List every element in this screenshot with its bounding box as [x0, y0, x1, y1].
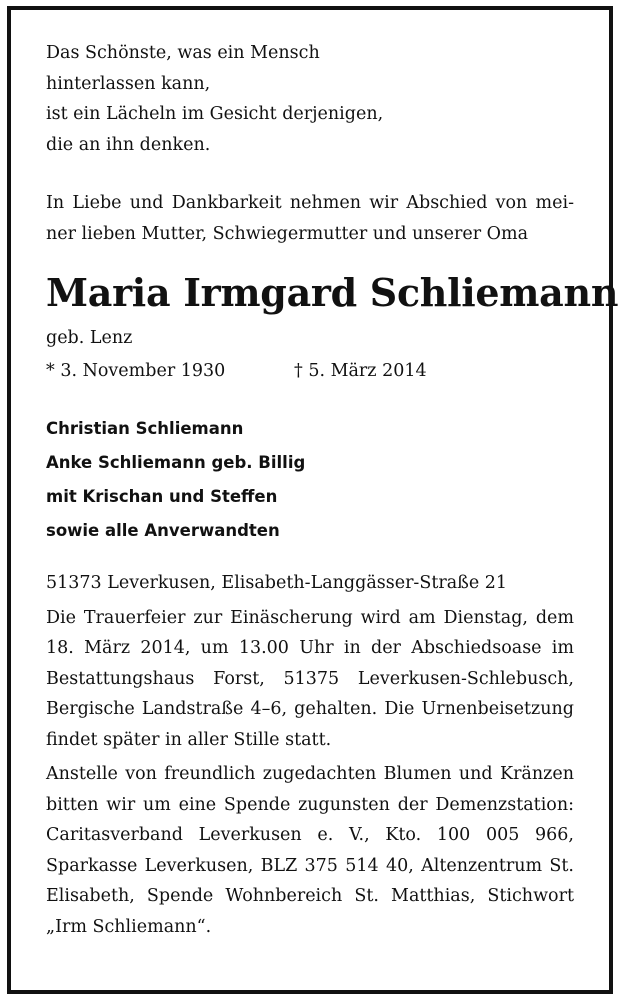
family-address — [46, 568, 574, 599]
mourner-line: mit Krischan und Steffen — [46, 487, 278, 506]
mourner-line: Anke Schliemann geb. Billig — [46, 453, 306, 472]
donation-request — [46, 759, 574, 942]
funeral-line: Bestattungshaus Forst, 51375 Leverkusen-Schlebusch, — [46, 668, 574, 689]
donation-line: Caritasverband Leverkusen e. V., Kto. 100 005 966, — [46, 825, 574, 845]
donation-line: Elisabeth, Spende Wohnbereich St. Matthias, Stichwort — [46, 886, 574, 906]
donation-line: „Irm Schliemann“. — [46, 916, 212, 937]
obituary-notice — [46, 38, 619, 946]
birth-date: * 3. November 1930 — [46, 360, 226, 381]
quote-line: die an ihn denken. — [46, 134, 211, 155]
deceased-name: Maria Irmgard Schliemann — [46, 270, 619, 315]
donation-line: Anstelle von freundlich zugedachten Blumen und Kränzen — [46, 764, 574, 784]
mourner-line: sowie alle Anverwandten — [46, 521, 280, 540]
farewell-intro — [46, 188, 574, 249]
quote-line: ist ein Lächeln im Gesicht derjenigen, — [46, 104, 384, 124]
funeral-details — [46, 603, 574, 756]
intro-line: In Liebe und Dankbarkeit nehmen wir Abschied von mei- — [46, 193, 574, 213]
memorial-quote — [46, 38, 574, 160]
funeral-line: Bergische Landstraße 4–6, gehalten. Die Urnenbeisetzung — [46, 699, 574, 719]
funeral-line: Die Trauerfeier zur Einäscherung wird am Dienstag, dem — [46, 607, 574, 628]
mourners-list — [46, 412, 574, 548]
donation-line: Sparkasse Leverkusen, BLZ 375 514 40, Altenzentrum St. — [46, 855, 574, 876]
death-date: † 5. März 2014 — [294, 360, 427, 381]
maiden-name: geb. Lenz — [46, 328, 133, 348]
quote-line: hinterlassen kann, — [46, 73, 211, 94]
funeral-line: findet später in aller Stille statt. — [46, 729, 332, 750]
address-line: 51373 Leverkusen, Elisabeth-Langgässer-Straße 21 — [46, 573, 508, 593]
intro-line: ner lieben Mutter, Schwiegermutter und unserer Oma — [46, 223, 529, 244]
funeral-line: 18. März 2014, um 13.00 Uhr in der Abschiedsoase im — [46, 638, 574, 658]
quote-line: Das Schönste, was ein Mensch — [46, 43, 320, 63]
mourner-line: Christian Schliemann — [46, 419, 244, 438]
life-dates — [46, 356, 574, 387]
donation-line: bitten wir um eine Spende zugunsten der Demenzstation: — [46, 794, 574, 815]
